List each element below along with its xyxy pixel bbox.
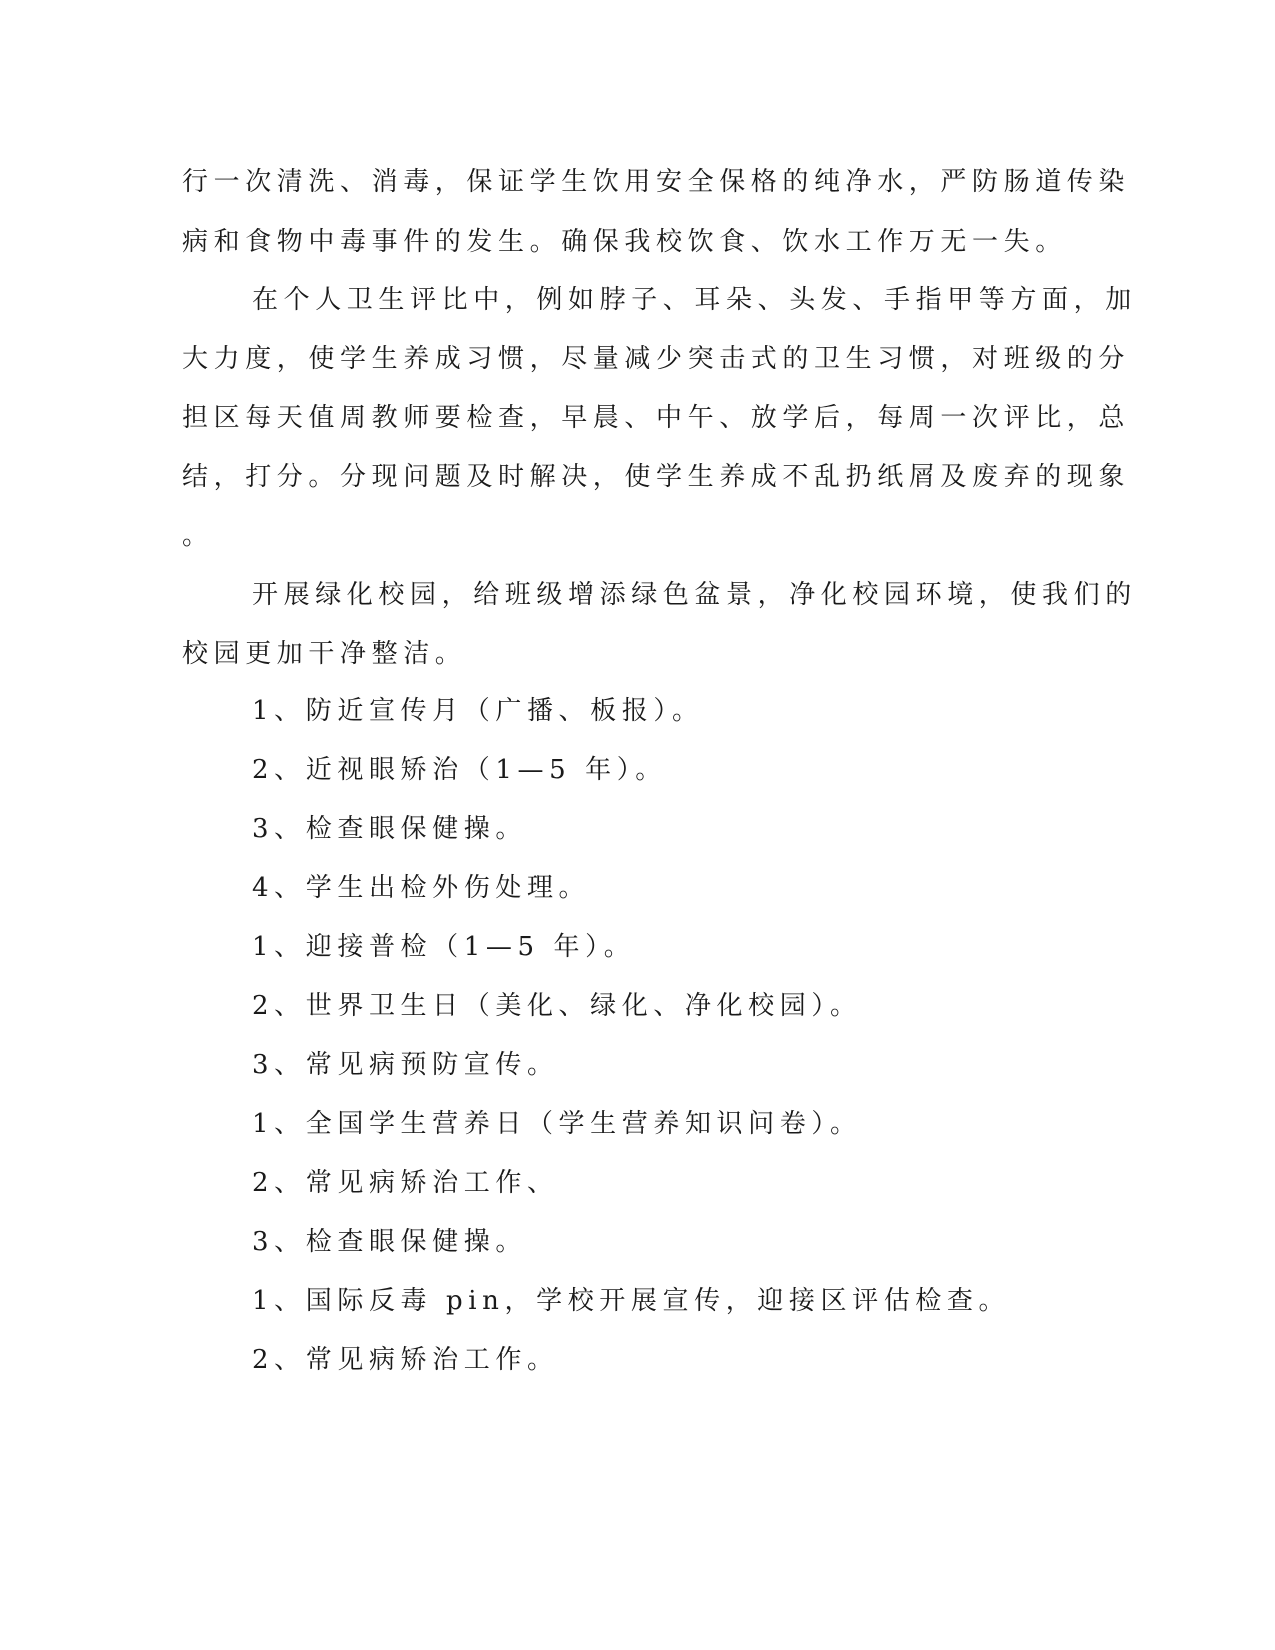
paragraph-line: 大力度，使学生养成习惯，尽量减少突击式的卫生习惯，对班级的分 (182, 344, 1131, 374)
paragraph-line: 校园更加干净整洁。 (182, 639, 467, 669)
list-item: 1、迎接普检（1—5 年）。 (252, 932, 636, 962)
list-item: 2、世界卫生日（美化、绿化、净化校园）。 (252, 991, 862, 1021)
paragraph-line: 结，打分。分现问题及时解决，使学生养成不乱扔纸屑及废弃的现象 (182, 462, 1131, 492)
paragraph-line: 在个人卫生评比中，例如脖子、耳朵、头发、手指甲等方面，加 (252, 285, 1137, 315)
list-item: 1、防近宣传月（广播、板报）。 (252, 696, 704, 726)
list-item: 3、检查眼保健操。 (252, 1227, 527, 1257)
paragraph-line: 担区每天值周教师要检查，早晨、中午、放学后，每周一次评比，总 (182, 403, 1131, 433)
list-item: 3、常见病预防宣传。 (252, 1050, 559, 1080)
list-item: 4、学生出检外伤处理。 (252, 873, 591, 903)
paragraph-line: 。 (182, 521, 214, 551)
list-item: 2、常见病矫治工作。 (252, 1345, 559, 1375)
list-item: 3、检查眼保健操。 (252, 814, 527, 844)
list-item: 1、全国学生营养日（学生营养知识问卷）。 (252, 1109, 862, 1139)
paragraph-line: 开展绿化校园，给班级增添绿色盆景，净化校园环境，使我们的 (252, 580, 1137, 610)
list-item: 2、常见病矫治工作、 (252, 1168, 559, 1198)
list-item: 1、国际反毒 pin，学校开展宣传，迎接区评估检查。 (252, 1286, 1011, 1316)
list-item: 2、近视眼矫治（1—5 年）。 (252, 755, 667, 785)
paragraph-line: 行一次清洗、消毒，保证学生饮用安全保格的纯净水，严防肠道传染 (182, 167, 1131, 197)
paragraph-line: 病和食物中毒事件的发生。确保我校饮食、饮水工作万无一失。 (182, 227, 1067, 257)
